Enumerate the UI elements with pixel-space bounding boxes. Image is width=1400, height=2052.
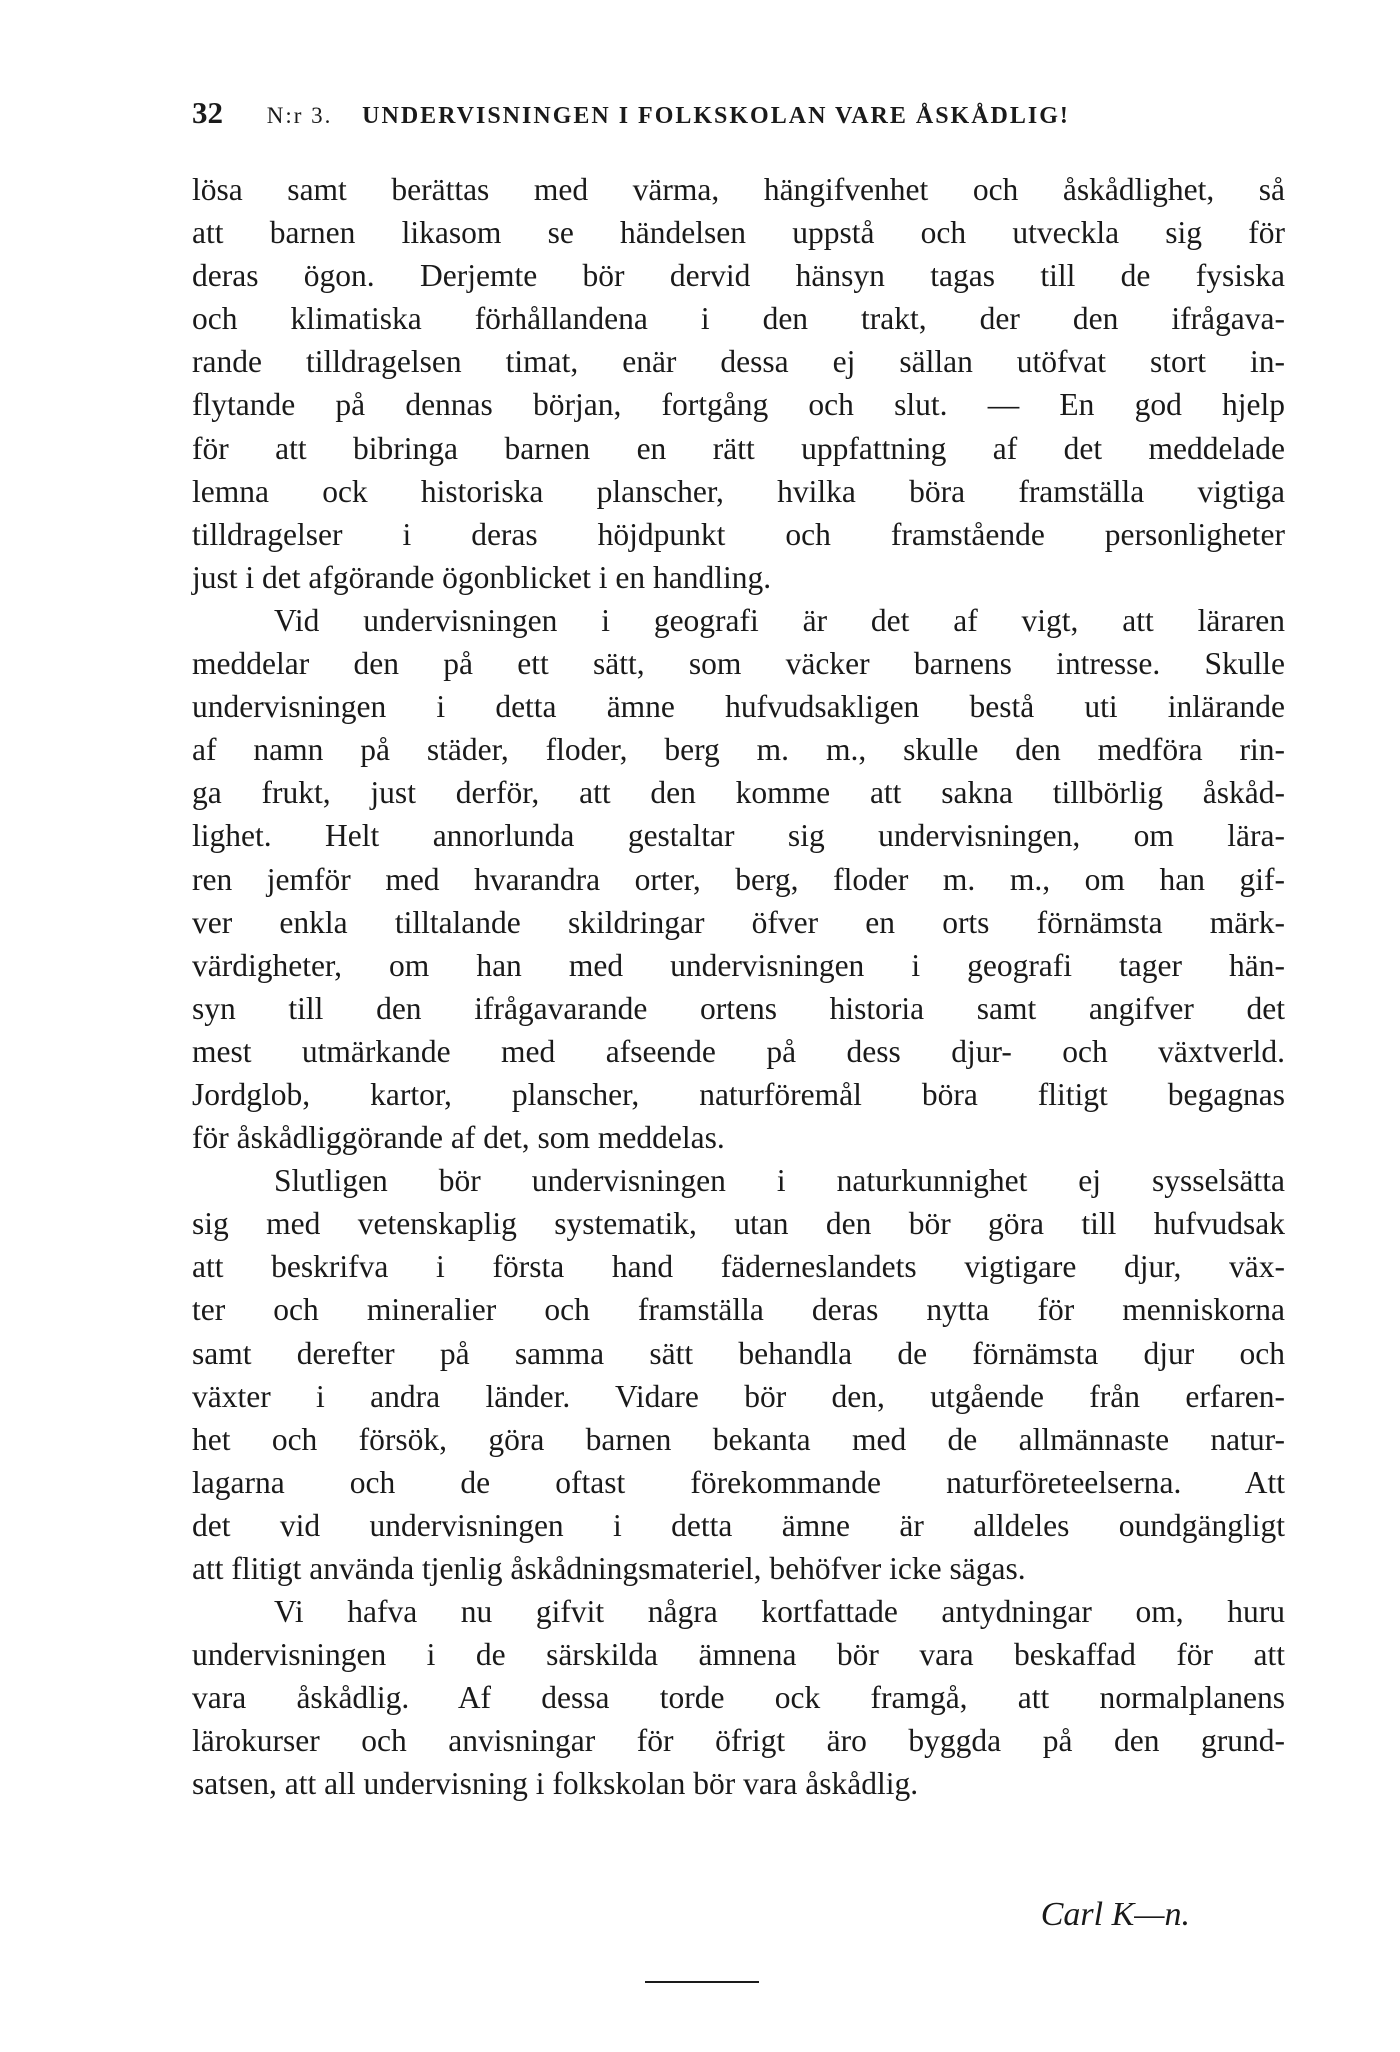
text-line: lösa samt berättas med värma, hängifvenhet och åskådlighet, så (192, 172, 1285, 207)
text-line: lemna ock historiska planscher, hvilka böra framställa vigtiga (192, 473, 1285, 509)
text-line: ter och mineralier och framställa deras nytta för menniskorna (192, 1292, 1285, 1328)
text-line: för åskådliggörande af det, som meddelas. (192, 1120, 725, 1156)
signature: Carl K—n. (1040, 1896, 1190, 1933)
text-line: het och försök, göra barnen bekanta med de allmännaste natur- (192, 1421, 1285, 1457)
text-line: och klimatiska förhållandena i den trakt, der den ifrågava- (192, 301, 1285, 337)
closing-rule (645, 1981, 759, 1983)
text-line: satsen, att all undervisning i folkskolan bör vara åskådlig. (192, 1766, 919, 1802)
text-line: ver enkla tilltalande skildringar öfver en orts förnämsta märk- (192, 904, 1285, 940)
text-line: det vid undervisningen i detta ämne är alldeles oundgängligt (192, 1507, 1285, 1543)
text-line: lagarna och de oftast förekommande naturföreteelserna. Att (192, 1464, 1285, 1500)
text-line: tilldragelser i deras höjdpunkt och framstående personligheter (192, 516, 1285, 552)
text-line: meddelar den på ett sätt, som väcker barnens intresse. Skulle (192, 646, 1285, 682)
page-header (192, 95, 1282, 135)
text-line: att barnen likasom se händelsen uppstå och utveckla sig för (192, 215, 1285, 251)
text-line: samt derefter på samma sätt behandla de förnämsta djur och (192, 1335, 1285, 1371)
text-line: undervisningen i detta ämne hufvudsakligen bestå uti inlärande (192, 689, 1285, 725)
text-line: undervisningen i de särskilda ämnena bör vara beskaffad för att (192, 1637, 1285, 1673)
text-line: af namn på städer, floder, berg m. m., skulle den medföra rin- (192, 732, 1285, 768)
text-line: syn till den ifrågavarande ortens historia samt angifver det (192, 990, 1285, 1026)
text-line: värdigheter, om han med undervisningen i geografi tager hän- (192, 947, 1285, 983)
text-line: för att bibringa barnen en rätt uppfattning af det meddelade (192, 430, 1285, 466)
issue-number: N:r 3. (266, 103, 333, 128)
text-line: mest utmärkande med afseende på dess djur- och växtverld. (192, 1033, 1285, 1069)
text-line: rande tilldragelsen timat, enär dessa ej sällan utöfvat stort in- (192, 344, 1285, 380)
text-line: lighet. Helt annorlunda gestaltar sig undervisningen, om lära- (192, 818, 1285, 854)
text-line: att beskrifva i första hand fäderneslandets vigtigare djur, väx- (192, 1249, 1285, 1285)
text-line: växter i andra länder. Vidare bör den, utgående från erfaren- (192, 1378, 1285, 1414)
text-line: sig med vetenskaplig systematik, utan den bör göra till hufvudsak (192, 1206, 1285, 1242)
text-line: ren jemför med hvarandra orter, berg, floder m. m., om han gif- (192, 861, 1285, 897)
running-title: UNDERVISNINGEN I FOLKSKOLAN VARE ÅSKÅDLIG! (362, 103, 1070, 129)
body-text (192, 168, 1285, 1806)
text-line: deras ögon. Derjemte bör dervid hänsyn tagas till de fysiska (192, 258, 1285, 294)
text-line: Jordglob, kartor, planscher, naturföremål böra flitigt begagnas (192, 1076, 1285, 1112)
text-line: Vid undervisningen i geografi är det af vigt, att läraren (274, 602, 1285, 638)
text-line: ga frukt, just derför, att den komme att sakna tillbörlig åskåd- (192, 775, 1285, 811)
text-line: att flitigt använda tjenlig åskådningsmateriel, behöfver icke sägas. (192, 1551, 1026, 1586)
text-line: Slutligen bör undervisningen i naturkunnighet ej sysselsätta (274, 1163, 1285, 1199)
text-line: vara åskådlig. Af dessa torde ock framgå, att normalplanens (192, 1680, 1285, 1716)
text-line: Vi hafva nu gifvit några kortfattade antydningar om, huru (274, 1594, 1285, 1630)
page-number: 32 (192, 95, 223, 130)
text-line: just i det afgörande ögonblicket i en handling. (192, 559, 772, 595)
text-line: lärokurser och anvisningar för öfrigt äro byggda på den grund- (192, 1723, 1285, 1759)
text-line: flytande på dennas början, fortgång och slut. — En god hjelp (192, 387, 1285, 423)
